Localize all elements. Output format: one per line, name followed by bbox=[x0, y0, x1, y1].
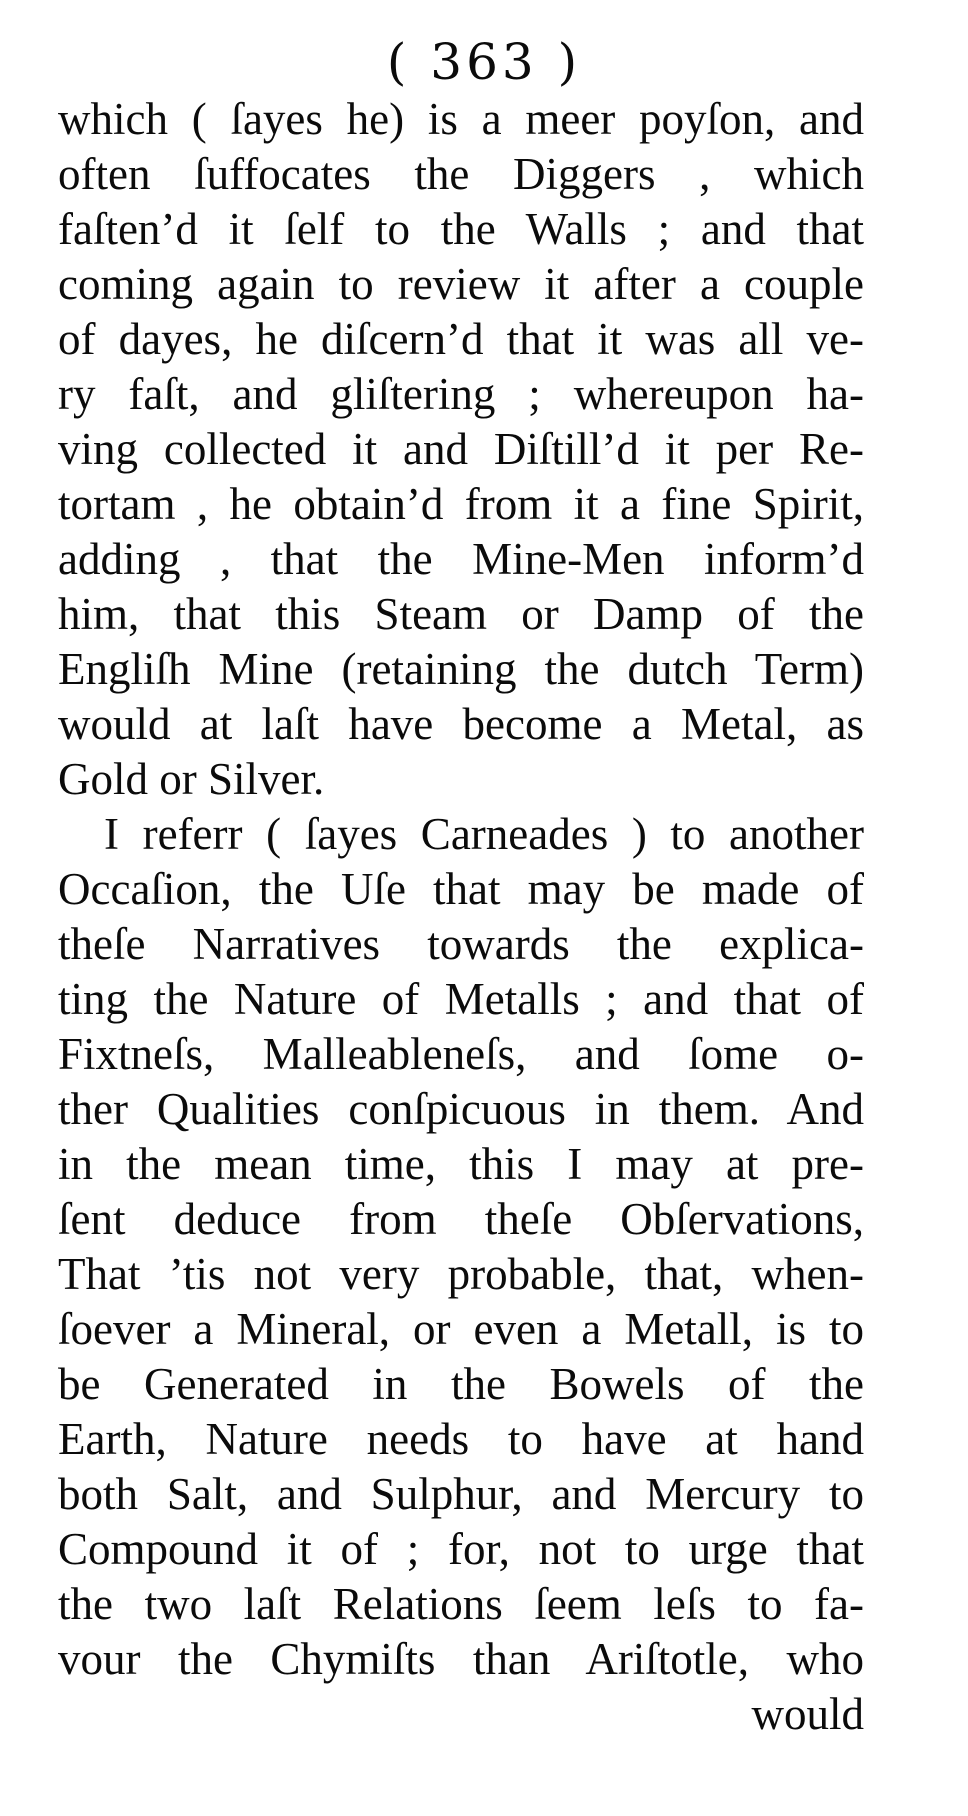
text-line: would at laſt have become a Metal, as bbox=[58, 699, 864, 749]
text-line: both Salt, and Sulphur, and Mercury to bbox=[58, 1469, 864, 1519]
text-line: ving collected it and Diſtill’d it per Re- bbox=[58, 424, 864, 474]
text-line: I referr ( ſayes Carneades ) to another bbox=[104, 809, 864, 859]
text-line: adding , that the Mine-Men inform’d bbox=[58, 534, 864, 584]
text-line: theſe Narratives towards the explica- bbox=[58, 919, 864, 969]
text-line: Occaſion, the Uſe that may be made of bbox=[58, 864, 864, 914]
text-line: Earth, Nature needs to have at hand bbox=[58, 1414, 864, 1464]
text-line: ſent deduce from theſe Obſervations, bbox=[58, 1194, 864, 1244]
catchword: would bbox=[751, 1689, 864, 1739]
text-line: ther Qualities conſpicuous in them. And bbox=[58, 1084, 864, 1134]
text-line: be Generated in the Bowels of the bbox=[58, 1359, 864, 1409]
text-line: in the mean time, this I may at pre- bbox=[58, 1139, 864, 1189]
text-line: often ſuffocates the Diggers , which bbox=[58, 149, 864, 199]
text-line: which ( ſayes he) is a meer poyſon, and bbox=[58, 94, 864, 144]
body-text bbox=[58, 92, 864, 1742]
text-line: Gold or Silver. bbox=[58, 754, 325, 804]
text-line: ry faſt, and gliſtering ; whereupon ha- bbox=[58, 369, 864, 419]
text-line: That ’tis not very probable, that, when- bbox=[58, 1249, 864, 1299]
text-line: coming again to review it after a couple bbox=[58, 259, 864, 309]
text-line: faſten’d it ſelf to the Walls ; and that bbox=[58, 204, 864, 254]
text-line: ting the Nature of Metalls ; and that of bbox=[58, 974, 864, 1024]
text-line: tortam , he obtain’d from it a fine Spirit, bbox=[58, 479, 864, 529]
text-line: ſoever a Mineral, or even a Metall, is to bbox=[58, 1304, 864, 1354]
text-line: him, that this Steam or Damp of the bbox=[58, 589, 864, 639]
text-line: Fixtneſs, Malleableneſs, and ſome o- bbox=[58, 1029, 864, 1079]
text-line: Compound it of ; for, not to urge that bbox=[58, 1524, 864, 1574]
text-line: vour the Chymiſts than Ariſtotle, who bbox=[58, 1634, 864, 1684]
text-line: the two laſt Relations ſeem leſs to fa- bbox=[58, 1579, 864, 1629]
text-line: Engliſh Mine (retaining the dutch Term) bbox=[58, 644, 864, 694]
page-number: ( 363 ) bbox=[386, 33, 582, 91]
text-line: of dayes, he diſcern’d that it was all ve- bbox=[58, 314, 864, 364]
